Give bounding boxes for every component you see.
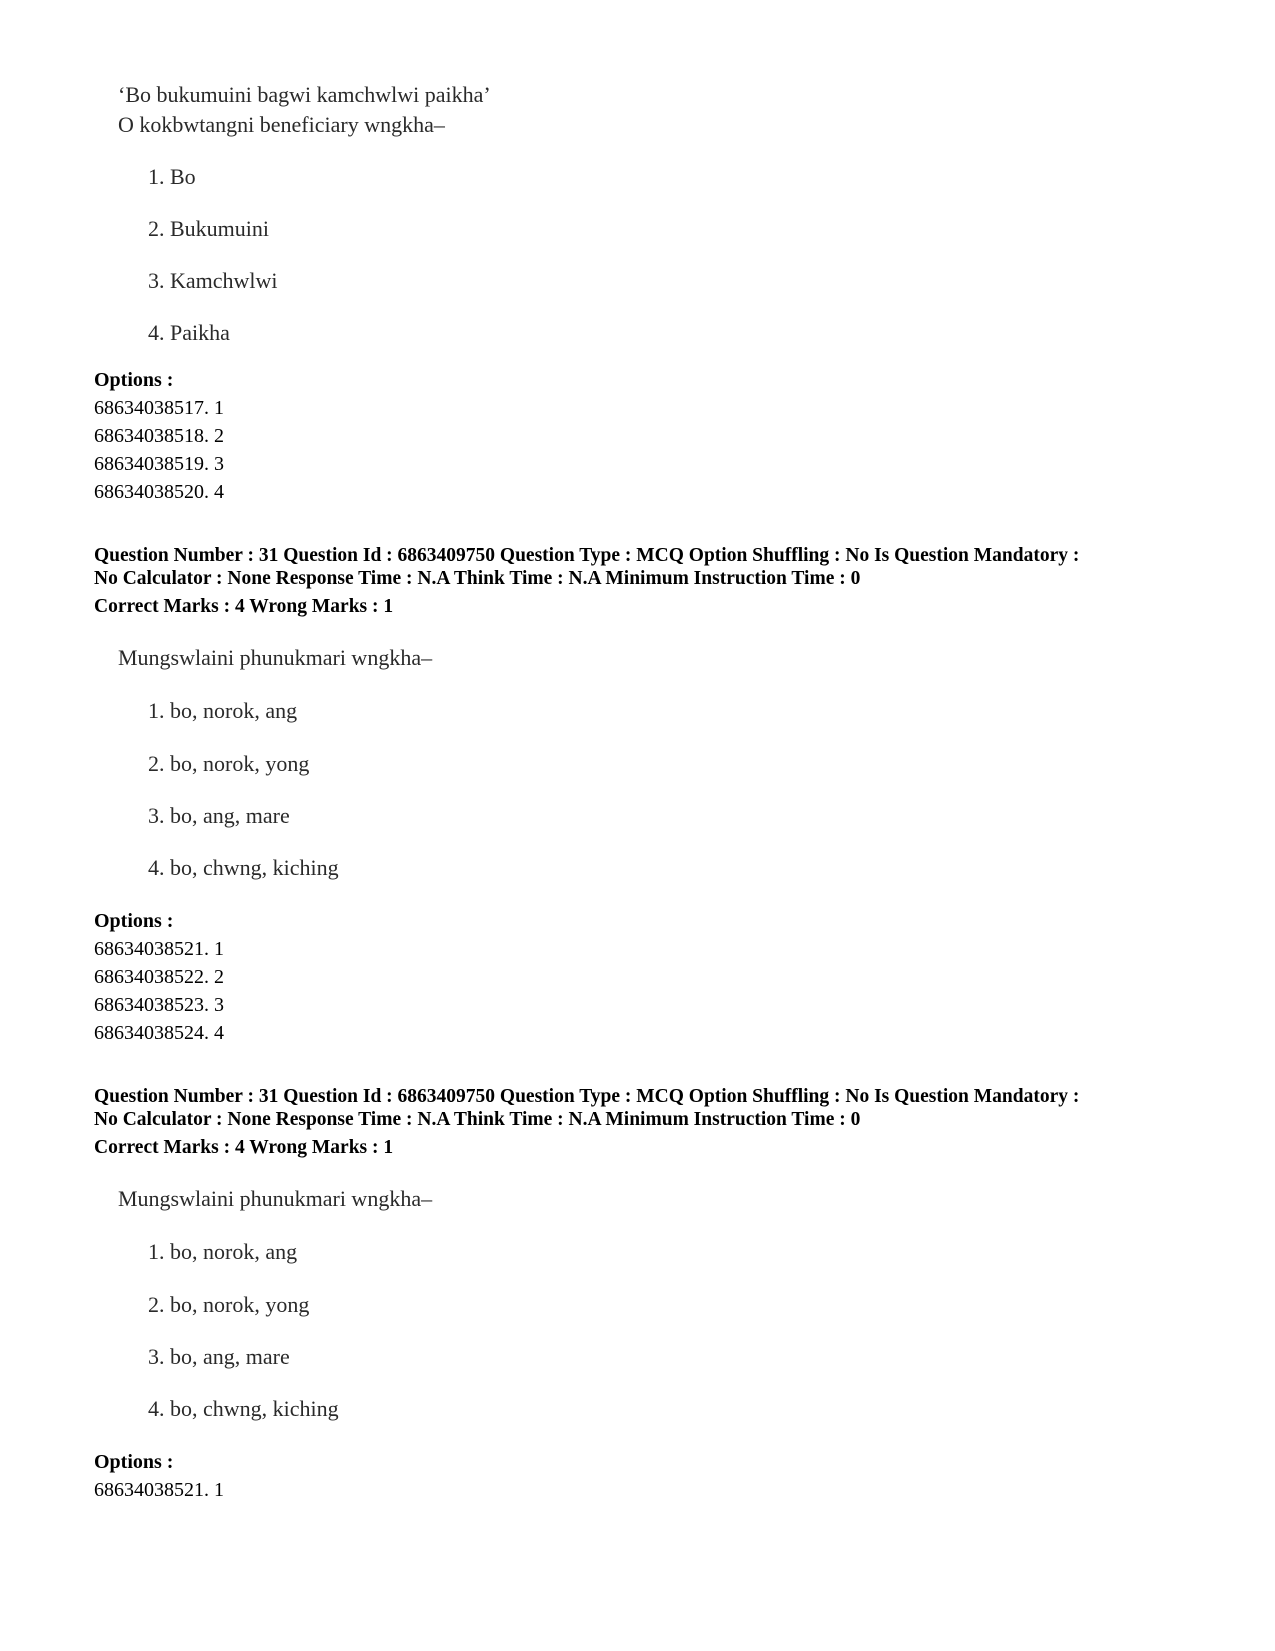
question-choice: 3. Kamchwlwi bbox=[148, 268, 278, 293]
question-choice: 3. bo, ang, mare bbox=[148, 1344, 290, 1369]
option-item: 68634038521. 1 bbox=[94, 938, 224, 960]
option-item: 68634038524. 4 bbox=[94, 1022, 224, 1044]
question-stem-line: ‘Bo bukumuini bagwi kamchwlwi paikha’ bbox=[118, 82, 491, 107]
question-choice: 2. Bukumuini bbox=[148, 216, 270, 241]
marks-line: Correct Marks : 4 Wrong Marks : 1 bbox=[94, 1137, 394, 1158]
options-label: Options : bbox=[94, 910, 174, 932]
option-item: 68634038517. 1 bbox=[94, 397, 224, 419]
option-item: 68634038521. 1 bbox=[94, 1479, 224, 1501]
option-item: 68634038520. 4 bbox=[94, 481, 224, 503]
option-item: 68634038522. 2 bbox=[94, 966, 224, 988]
question-choice: 4. bo, chwng, kiching bbox=[148, 855, 339, 880]
option-item: 68634038518. 2 bbox=[94, 425, 224, 447]
question-image-1 bbox=[118, 80, 491, 140]
question-choice: 3. bo, ang, mare bbox=[148, 803, 290, 828]
question-choice: 1. Bo bbox=[148, 164, 196, 189]
question-choice: 2. bo, norok, yong bbox=[148, 1292, 310, 1317]
option-item: 68634038523. 3 bbox=[94, 994, 224, 1016]
options-label: Options : bbox=[94, 1451, 174, 1473]
question-meta-line: No Calculator : None Response Time : N.A Think Time : N.A Minimum Instruction Time : 0 bbox=[94, 568, 861, 589]
option-item: 68634038519. 3 bbox=[94, 453, 224, 475]
options-label: Options : bbox=[94, 369, 174, 391]
question-choice: 2. bo, norok, yong bbox=[148, 751, 310, 776]
question-choice: 4. bo, chwng, kiching bbox=[148, 1396, 339, 1421]
marks-line: Correct Marks : 4 Wrong Marks : 1 bbox=[94, 596, 394, 617]
question-choice: 1. bo, norok, ang bbox=[148, 1239, 298, 1264]
question-stem: Mungswlaini phunukmari wngkha– bbox=[118, 1186, 433, 1211]
question-choice: 4. Paikha bbox=[148, 320, 230, 345]
question-stem: Mungswlaini phunukmari wngkha– bbox=[118, 645, 433, 670]
question-meta-line: Question Number : 31 Question Id : 6863409750 Question Type : MCQ Option Shuffling : No Is Question Mandatory : bbox=[94, 545, 1080, 566]
question-choice: 1. bo, norok, ang bbox=[148, 698, 298, 723]
question-stem-line: O kokbwtangni beneficiary wngkha– bbox=[118, 112, 445, 137]
question-meta-line: Question Number : 31 Question Id : 6863409750 Question Type : MCQ Option Shuffling : No Is Question Mandatory : bbox=[94, 1086, 1080, 1107]
question-meta-line: No Calculator : None Response Time : N.A Think Time : N.A Minimum Instruction Time : 0 bbox=[94, 1109, 861, 1130]
